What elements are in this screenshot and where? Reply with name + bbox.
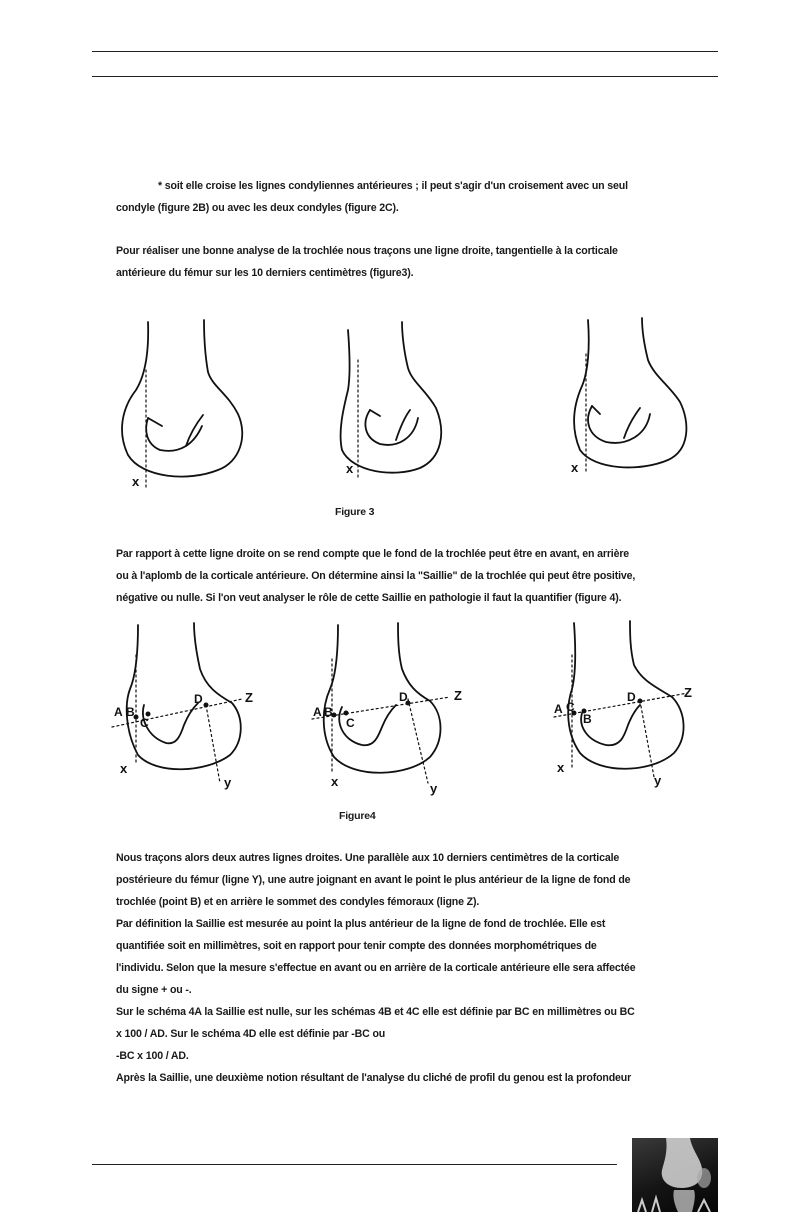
figure-4-label-a-3: A	[554, 702, 563, 716]
figure-4-label-c-2: C	[346, 716, 355, 730]
text-line: Par rapport à cette ligne droite on se rend compte que le fond de la trochlée peut être en avant, en arrière	[116, 548, 630, 560]
figure-3-femur-b	[341, 322, 442, 478]
figure-4-label-b-2: B	[324, 705, 333, 719]
text-line: Par définition la Saillie est mesurée au point la plus antérieur de la ligne de fond de trochlée. Elle est	[116, 918, 606, 930]
text-line: quantifiée soit en millimètres, soit en rapport pour tenir compte des données morphométriques de	[116, 940, 597, 952]
figure-3-label-x-b: x	[346, 461, 354, 476]
knee-xray-thumbnail	[632, 1138, 718, 1212]
text-line: condyle (figure 2B) ou avec les deux condyles (figure 2C).	[116, 202, 399, 214]
text-line: * soit elle croise les lignes condyliennes antérieures ; il peut s'agir d'un croisement avec un seul	[158, 180, 628, 192]
text-line: Sur le schéma 4A la Saillie est nulle, sur les schémas 4B et 4C elle est définie par BC en millimètres ou BC	[116, 1006, 635, 1018]
text-line: x 100 / AD. Sur le schéma 4D elle est définie par -BC ou	[116, 1028, 386, 1040]
text-line: Après la Saillie, une deuxième notion résultant de l'analyse du cliché de profil du genou est la profondeur	[116, 1072, 632, 1084]
text-line: Nous traçons alors deux autres lignes droites. Une parallèle aux 10 derniers centimètres de la corticale	[116, 852, 620, 864]
figure-4-label-y-1: y	[224, 775, 232, 790]
figure-4-label-a-2: A	[313, 705, 322, 719]
figure-3-femur-c	[574, 318, 686, 472]
figure-4-label-x-3: x	[557, 760, 565, 775]
figure-4-diagram	[0, 615, 806, 795]
figure-3-femur-a	[122, 320, 242, 490]
figure-3-caption: Figure 3	[335, 506, 375, 518]
figure-3-label-x-c: x	[571, 460, 579, 475]
figure-4-label-b-1: B	[126, 705, 135, 719]
figure-3-label-x-a: x	[132, 474, 140, 489]
figure-4-label-z-2: Z	[454, 688, 462, 703]
figure-4-label-d-3: D	[627, 690, 636, 704]
text-line: trochlée (point B) et en arrière le sommet des condyles fémoraux (ligne Z).	[116, 896, 480, 908]
text-line: l'individu. Selon que la mesure s'effectue en avant ou en arrière de la corticale antérieure elle sera affectée	[116, 962, 636, 974]
figure-4-label-b-3: B	[583, 712, 592, 726]
figure-4-label-a-1: A	[114, 705, 123, 719]
figure-4-label-d-2: D	[399, 690, 408, 704]
figure-4-label-d-1: D	[194, 692, 203, 706]
paragraph-3	[116, 543, 688, 609]
paragraph-4	[116, 847, 688, 1089]
figure-4-caption: Figure4	[339, 810, 376, 822]
figure-3-diagram	[0, 310, 806, 510]
figure-4-label-z-1: Z	[245, 690, 253, 705]
knee-xray-sketch	[632, 1138, 718, 1212]
text-line: du signe + ou -.	[116, 984, 192, 996]
footer-rule	[92, 1164, 617, 1165]
figure-4-label-y-2: y	[430, 781, 438, 796]
text-line: postérieure du fémur (ligne Y), une autre joignant en avant le point le plus antérieur de la ligne de fond de	[116, 874, 631, 886]
figure-4-label-y-3: y	[654, 773, 662, 788]
text-line: -BC x 100 / AD.	[116, 1050, 189, 1062]
header-rule-bottom	[92, 76, 718, 77]
figure-4-femur-a	[112, 623, 242, 783]
text-line: antérieure du fémur sur les 10 derniers centimètres (figure3).	[116, 267, 414, 279]
text-line: négative ou nulle. Si l'on veut analyser le rôle de cette Saillie en pathologie il faut la quantifier (figure 4).	[116, 592, 622, 604]
header-rule-top	[92, 51, 718, 52]
figure-4-label-c-3: C	[566, 700, 575, 714]
figure-4-femur-b	[312, 623, 450, 783]
text-line: Pour réaliser une bonne analyse de la trochlée nous traçons une ligne droite, tangentielle à la corticale	[116, 245, 618, 257]
figure-4-label-z-3: Z	[684, 685, 692, 700]
paragraph-1	[116, 175, 688, 219]
figure-4-label-c-1: C	[140, 716, 149, 730]
figure-4-label-x-1: x	[120, 761, 128, 776]
figure-4-label-x-2: x	[331, 774, 339, 789]
text-line: ou à l'aplomb de la corticale antérieure. On détermine ainsi la "Saillie" de la trochlée qui peut être positive,	[116, 570, 636, 582]
paragraph-2	[116, 240, 688, 284]
figure-4-femur-c	[554, 621, 688, 777]
